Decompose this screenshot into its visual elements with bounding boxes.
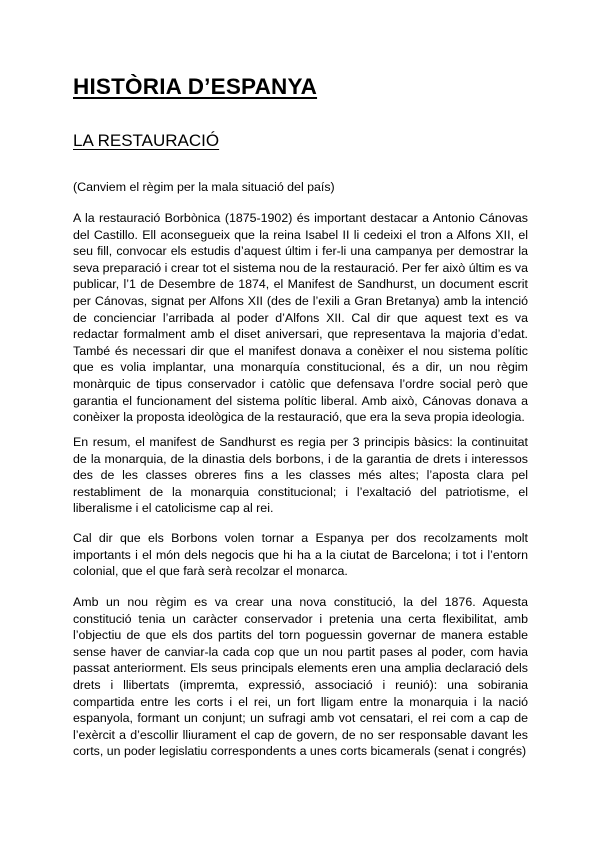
paragraph-canovas: A la restauració Borbònica (1875-1902) és important destacar a Antonio Cánovas del Castillo. Ell aconsegueix que la reina Isabel II li cedeixi el tron a Alfons XII, el seu fill, convocar els estudis d’aquest últim i fer-li una campanya per demostrar la seva preparació i crear tot el sistema nou de la restauració. Per fer això últim es va publicar, l’1 de Desembre de 1874, el Manifest de Sandhurst, un document escrit per Cánovas, signat per Alfons XII (des de l’exili a Gran Bretanya) amb la intenció de concienciar l’arribada al poder d’Alfons XII. Cal dir que aquest text es va redactar formalment amb el diset aniversari, que representava la majoria d’edat. També és necessari dir que el manifest donava a conèixer el nou sistema polític que es volia implantar, una monarquía constitucional, és a dir, un nou règim monàrquic de tipus conservador i catòlic que defensava l’ordre social però que garantia el funcionament del sistema polític liberal. Amb això, Cánovas donava a conèixer la proposta ideològica de la restauració, que era la seva propia ideologia. xyxy=(73,211,528,425)
section-title: LA RESTAURACIÓ xyxy=(73,131,220,150)
paragraph-sandhurst-summary: En resum, el manifest de Sandhurst es regia per 3 principis bàsics: la continuitat de la monarquia, de la dinastia dels borbons, i de la garantia de drets i interessos des de les classes obreres fins a les classes més altes; l’aposta clara pel restabliment de la monarquia constitucional; i l’exaltació del patriotisme, el liberalisme i el catolicisme cap al rei. xyxy=(73,435,528,516)
paragraph-constitution: Amb un nou règim es va crear una nova constitució, la del 1876. Aquesta constitució tenia un caràcter conservador i pretenia una certa flexibilitat, amb l’objectiu de que els dos partits del torn poguessin governar de manera estable sense haver de canviar-la cada cop que un nou partit pases al poder, com havia passat anteriorment. Els seus principals elements eren una amplia declaració dels drets i llibertats (impremta, expressió, associació i reunió): una sobirania compartida entre les corts i el rei, un fort lligam entre la monarquia i la nació espanyola, formant un conjunt; un sufragi amb vot censatari, el rei com a cap de l’exèrcit a d’escollir lliurament el cap de govern, de no ser responsable davant les corts, un poder legislatiu correspondents a unes corts bicamerals (senat i congrés) xyxy=(73,595,528,759)
paragraph-borbons: Cal dir que els Borbons volen tornar a Espanya per dos recolzaments molt importants i el món dels negocis que hi ha a la ciutat de Barcelona; i tot i l’entorn colonial, que el que farà serà recolzar el monarca. xyxy=(73,531,528,579)
document-title: HISTÒRIA D’ESPANYA xyxy=(73,74,318,99)
intro-note: (Canviem el règim per la mala situació del país) xyxy=(73,180,335,194)
